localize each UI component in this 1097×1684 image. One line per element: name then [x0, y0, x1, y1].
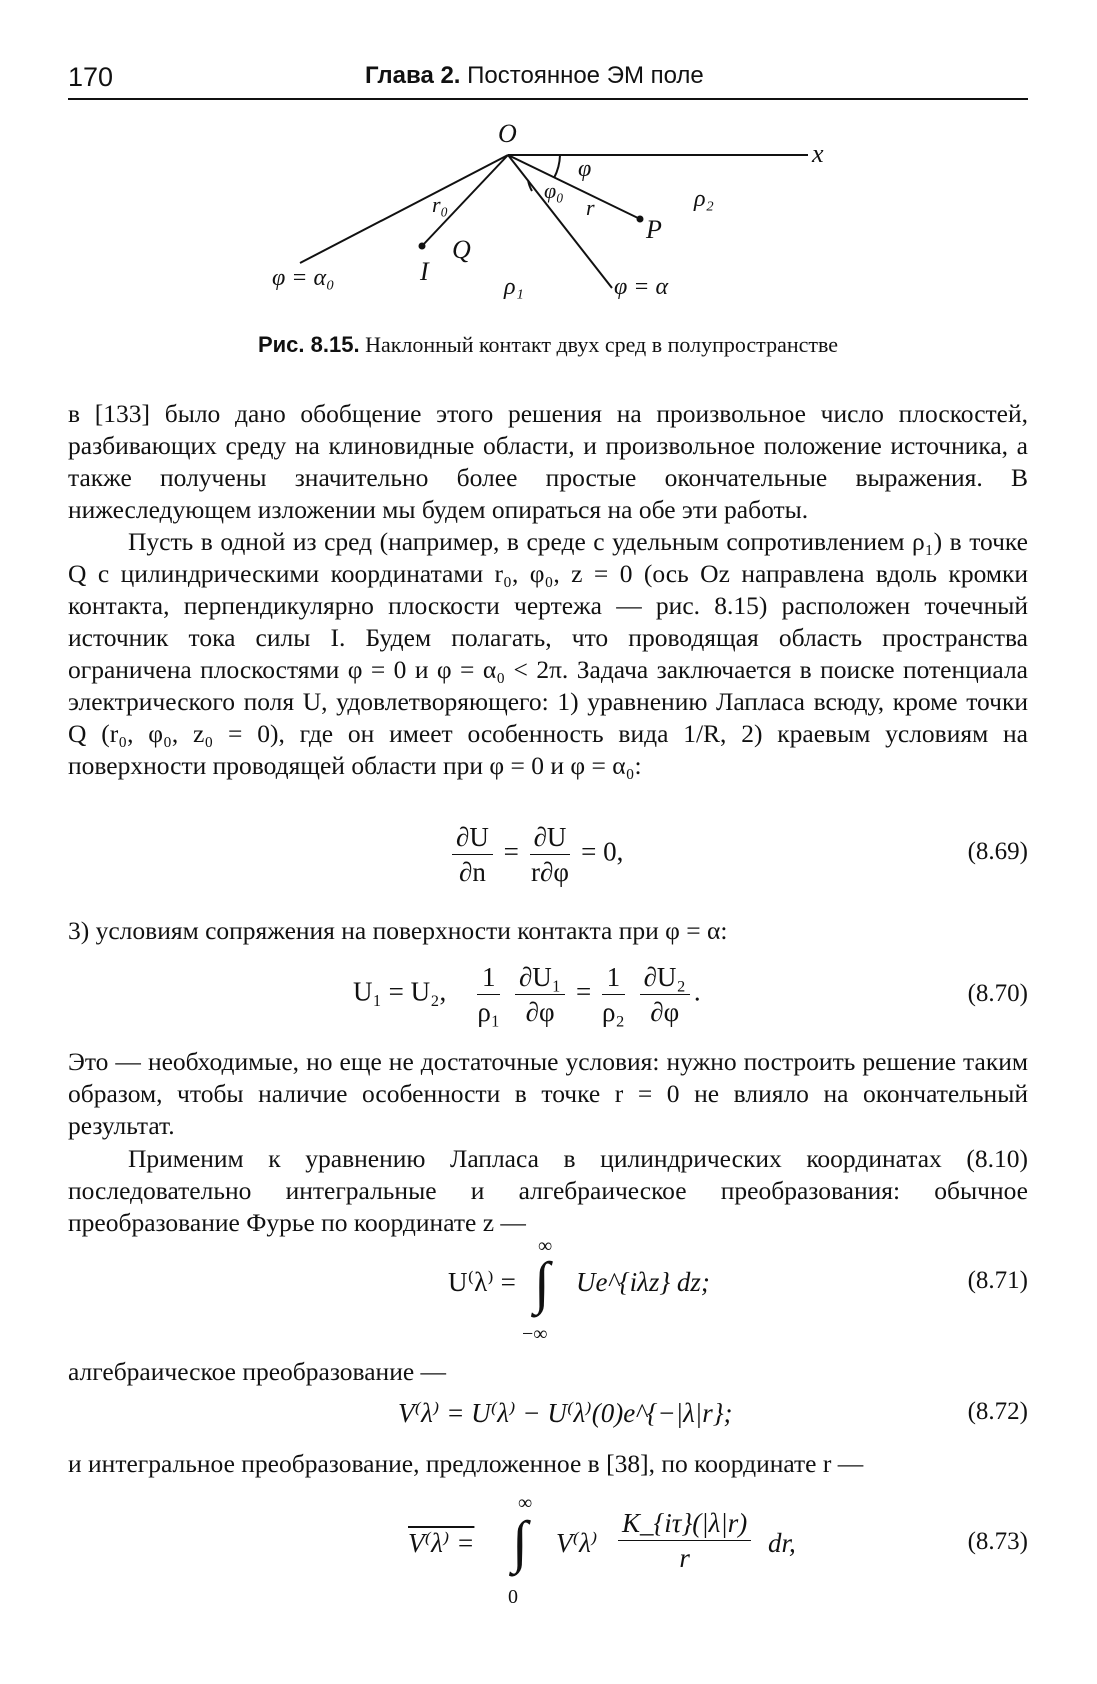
- boundary-phi-alpha0: [300, 155, 508, 263]
- eq872-number: (8.72): [967, 1398, 1028, 1425]
- paragraph-4: Это — необходимые, но еще не достаточные условия: нужно построить решение таким образом, чтобы наличие особенности в точке r = 0 не влияло на окончательный результат.: [68, 1047, 1028, 1140]
- label-Q: Q: [452, 235, 471, 264]
- eq870-den2: ∂φ: [525, 997, 555, 1027]
- eq871-number: (8.71): [967, 1267, 1028, 1294]
- chapter-title: Постоянное ЭМ поле: [467, 62, 704, 89]
- label-rho2: ρ₂: [694, 186, 714, 212]
- eq869-den1: ∂n: [459, 857, 486, 887]
- equation-8-71: [68, 1235, 1028, 1345]
- point-Q: [419, 243, 426, 250]
- paragraph-3: 3) условиям сопряжения на поверхности контакта при φ = α:: [68, 916, 728, 945]
- point-P: [637, 216, 644, 223]
- label-P: P: [646, 215, 662, 244]
- label-I: I: [420, 257, 429, 286]
- eq873-lhs: V⁽λ⁾ =: [408, 1528, 475, 1558]
- chapter-prefix: Глава 2.: [365, 62, 461, 89]
- eq870-num1: 1: [477, 960, 500, 995]
- eq873-V: V⁽λ⁾: [556, 1528, 598, 1558]
- eq873-den: r: [679, 1543, 690, 1573]
- figure-8-15: [0, 110, 1097, 320]
- arc-phi: [554, 155, 560, 178]
- eq870-num3: 1: [602, 960, 625, 995]
- eq873-upper: ∞: [518, 1492, 533, 1514]
- equation-8-69: $\frac{\partial U}{\partial n}$ = $\frac{\partial U}{r\partial\varphi}$ = 0, (8.69): [68, 820, 1028, 900]
- eq870-den3: ρ₂: [601, 997, 625, 1027]
- eq871-lower: −∞: [522, 1323, 548, 1345]
- radius-r: [508, 155, 640, 219]
- paragraph-6: алгебраическое преобразование —: [68, 1357, 447, 1386]
- equation-8-70: U₁ = U₂, $\frac{1}{\text{ρ₁}}$ $\frac{\text{∂U₁}}{\partial\varphi}$ = $\frac{1}{\text{ρ₂}}$ $\frac{\text{∂U₂}}{\partial\varphi}$ . (8.70): [353, 962, 1028, 1027]
- eq873-num: K_{iτ}(|λ|r): [618, 1506, 751, 1541]
- eq869-num2: ∂U: [530, 820, 571, 855]
- eq870-den4: ∂φ: [650, 997, 680, 1027]
- eq870-left: U₁ = U₂,: [353, 976, 447, 1007]
- caption-label: Рис. 8.15.: [257, 332, 360, 357]
- label-rho1: ρ₁: [504, 274, 524, 300]
- eq870-den1: ρ₁: [477, 997, 501, 1027]
- caption-text: Наклонный контакт двух сред в полупространстве: [365, 332, 839, 357]
- eq870-number: (8.70): [967, 980, 1028, 1007]
- page-number: 170: [68, 62, 114, 92]
- eq870-num2: ∂U₁: [515, 960, 565, 995]
- contact-phi-alpha: [508, 155, 612, 288]
- label-O: O: [498, 119, 517, 148]
- eq869-num1: ∂U: [452, 820, 493, 855]
- eq873-lower: 0: [508, 1586, 518, 1608]
- eq871-lhs: U⁽λ⁾ =: [448, 1267, 516, 1297]
- label-phi0: φ₀: [544, 178, 564, 203]
- eq872-expr: V⁽λ⁾ = U⁽λ⁾ − U⁽λ⁾(0)e^{−|λ|r};: [398, 1398, 733, 1428]
- label-r: r: [586, 195, 595, 220]
- equation-8-72: [68, 1398, 1028, 1438]
- paragraph-7: и интегральное преобразование, предложенное в [38], по координате r —: [68, 1449, 864, 1478]
- label-phi-alpha: φ = α: [614, 274, 669, 300]
- label-phi: φ: [578, 156, 592, 182]
- paragraph-5: Применим к уравнению Лапласа в цилиндрических координатах (8.10) последовательно интегральные и алгебраическое преобразования: обычное преобразование Фурье по координате z —: [68, 1144, 1028, 1237]
- label-x: x: [812, 139, 824, 168]
- eq870-num4: ∂U₂: [640, 960, 690, 995]
- page-header: [68, 60, 1028, 100]
- running-title: [365, 62, 704, 90]
- eq871-upper: ∞: [538, 1235, 553, 1257]
- eq871-integral-sign: ∫: [534, 1250, 550, 1315]
- equation-8-73: [68, 1492, 1028, 1612]
- label-phi-alpha0: φ = α₀: [272, 265, 335, 291]
- paragraph-1: в [133] было дано обобщение этого решения на произвольное число плоскостей, разбивающих среду на клиновидные области, и произвольное положение источника, а также получены значительно более простые окончательные выражения. В нижеследующем изложении мы будем опираться на обе эти работы.: [68, 399, 1028, 524]
- eq869-den2: r∂φ: [531, 857, 569, 887]
- eq873-number: (8.73): [967, 1528, 1028, 1555]
- eq873-tail: dr,: [768, 1528, 796, 1558]
- eq869-rhs: = 0,: [581, 836, 624, 867]
- label-r0: r₀: [432, 192, 449, 217]
- figure-caption: [68, 332, 1028, 358]
- eq869-number: (8.69): [967, 838, 1028, 865]
- eq871-integrand: Ue^{iλz} dz;: [576, 1267, 710, 1297]
- paragraph-2: Пусть в одной из сред (например, в среде с удельным сопротивлением ρ₁) в точке Q с цилиндрическими координатами r₀, φ₀, z = 0 (ось Oz направлена вдоль кромки контакта, перпендикулярно плоскости чертежа — рис. 8.15) расположен точечный источник тока силы I. Будем полагать, что проводящая область пространства ограничена плоскостями φ = 0 и φ = α₀ < 2π. Задача заключается в поиске потенциала электрического поля U, удовлетворяющего: 1) уравнению Лапласа всюду, кроме точки Q (r₀, φ₀, z₀ = 0), где он имеет особенность вида 1/R, 2) краевым условиям на поверхности проводящей области при φ = 0 и φ = α₀:: [68, 527, 1028, 780]
- eq873-integral-sign: ∫: [512, 1509, 528, 1574]
